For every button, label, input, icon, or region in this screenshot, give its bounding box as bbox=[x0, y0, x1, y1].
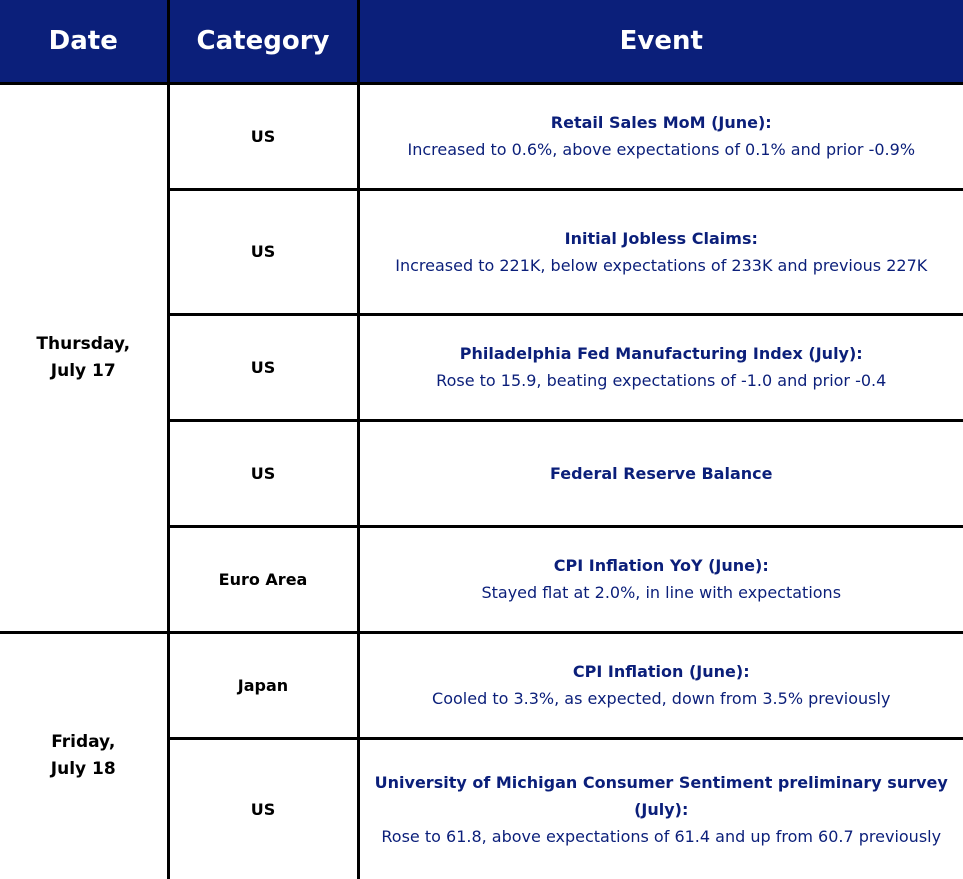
header-category: Category bbox=[168, 0, 358, 83]
event-cell bbox=[358, 420, 963, 526]
category-cell: US bbox=[168, 314, 358, 420]
event-title: Initial Jobless Claims: bbox=[564, 228, 758, 248]
event-description: Increased to 0.6%, above expectations of 0.1% and prior -0.9% bbox=[407, 140, 916, 159]
header-event: Event bbox=[358, 0, 963, 83]
date-day: July 18 bbox=[50, 759, 116, 780]
event-cell bbox=[358, 83, 963, 189]
category-cell: US bbox=[168, 189, 358, 314]
event-description: Rose to 15.9, beating expectations of -1.0 and prior -0.4 bbox=[436, 371, 887, 390]
category-cell: US bbox=[168, 738, 358, 879]
event-description: Increased to 221K, below expectations of 233K and previous 227K bbox=[395, 255, 928, 275]
header-date: Date bbox=[0, 0, 168, 83]
header-row bbox=[0, 0, 963, 83]
date-cell-thursday bbox=[0, 83, 168, 632]
event-title: Philadelphia Fed Manufacturing Index (July): bbox=[459, 344, 863, 363]
event-title: CPI Inflation YoY (June): bbox=[553, 556, 769, 575]
event-title: CPI Inflation (June): bbox=[572, 662, 750, 681]
category-cell: US bbox=[168, 83, 358, 189]
table-row bbox=[0, 632, 963, 738]
event-cell bbox=[358, 632, 963, 738]
event-cell bbox=[358, 738, 963, 879]
date-weekday: Friday, bbox=[51, 732, 116, 753]
event-title: Retail Sales MoM (June): bbox=[550, 113, 772, 132]
table-row bbox=[0, 83, 963, 189]
date-day: July 17 bbox=[50, 360, 116, 381]
event-cell bbox=[358, 526, 963, 632]
date-cell-friday bbox=[0, 632, 168, 879]
event-title: University of Michigan Consumer Sentiment preliminary survey (July): bbox=[374, 772, 948, 819]
event-description: Cooled to 3.3%, as expected, down from 3.5% previously bbox=[432, 689, 891, 708]
category-cell: Euro Area bbox=[168, 526, 358, 632]
event-cell bbox=[358, 314, 963, 420]
date-weekday: Thursday, bbox=[36, 333, 131, 354]
event-description: Stayed flat at 2.0%, in line with expectations bbox=[481, 583, 842, 602]
event-description: Rose to 61.8, above expectations of 61.4 and up from 60.7 previously bbox=[381, 826, 942, 846]
event-title: Federal Reserve Balance bbox=[550, 463, 773, 483]
category-cell: US bbox=[168, 420, 358, 526]
event-cell bbox=[358, 189, 963, 314]
category-cell: Japan bbox=[168, 632, 358, 738]
